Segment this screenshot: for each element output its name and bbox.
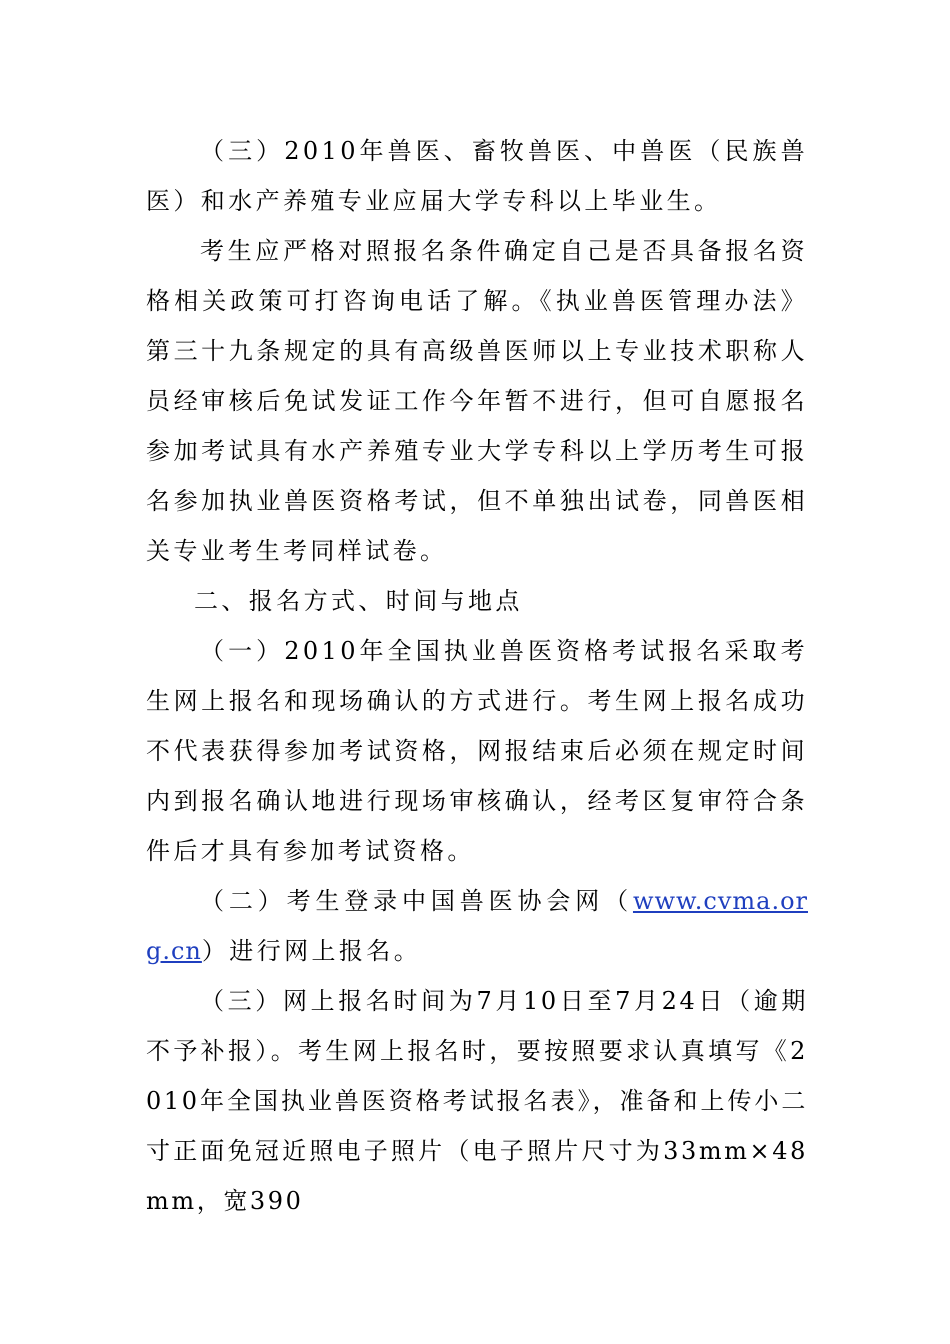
paragraph-online-registration-suffix: ）进行网上报名。: [201, 937, 422, 965]
paragraph-graduates: （三）2010年兽医、畜牧兽医、中兽医（民族兽医）和水产养殖专业应届大学专科以上毕业生。: [146, 137, 808, 215]
document-body: [146, 126, 808, 1226]
paragraph-online-registration-prefix: （二）考生登录中国兽医协会网（: [200, 887, 633, 915]
paragraph-online-registration: [146, 876, 808, 976]
paragraph-registration-method: （一）2010年全国执业兽医资格考试报名采取考生网上报名和现场确认的方式进行。考生网上报名成功不代表获得参加考试资格，网报结束后必须在规定时间内到报名确认地进行现场审核确认，经考区复审符合条件后才具有参加考试资格。: [146, 637, 808, 865]
cvma-website-link[interactable]: www.cvma.org.cn: [146, 887, 808, 965]
section-heading-registration: 二、报名方式、时间与地点: [194, 587, 523, 615]
paragraph-registration-time: （三）网上报名时间为7月10日至7月24日（逾期不予补报）。考生网上报名时，要按照要求认真填写《2010年全国执业兽医资格考试报名表》，准备和上传小二寸正面免冠近照电子照片（电子照片尺寸为33mm×48mm，宽390: [146, 987, 808, 1215]
paragraph-eligibility-note: 考生应严格对照报名条件确定自己是否具备报名资格相关政策可打咨询电话了解。《执业兽医管理办法》第三十九条规定的具有高级兽医师以上专业技术职称人员经审核后免试发证工作今年暂不进行，但可自愿报名参加考试具有水产养殖专业大学专科以上学历考生可报名参加执业兽医资格考试，但不单独出试卷，同兽医相关专业考生考同样试卷。: [146, 237, 808, 565]
